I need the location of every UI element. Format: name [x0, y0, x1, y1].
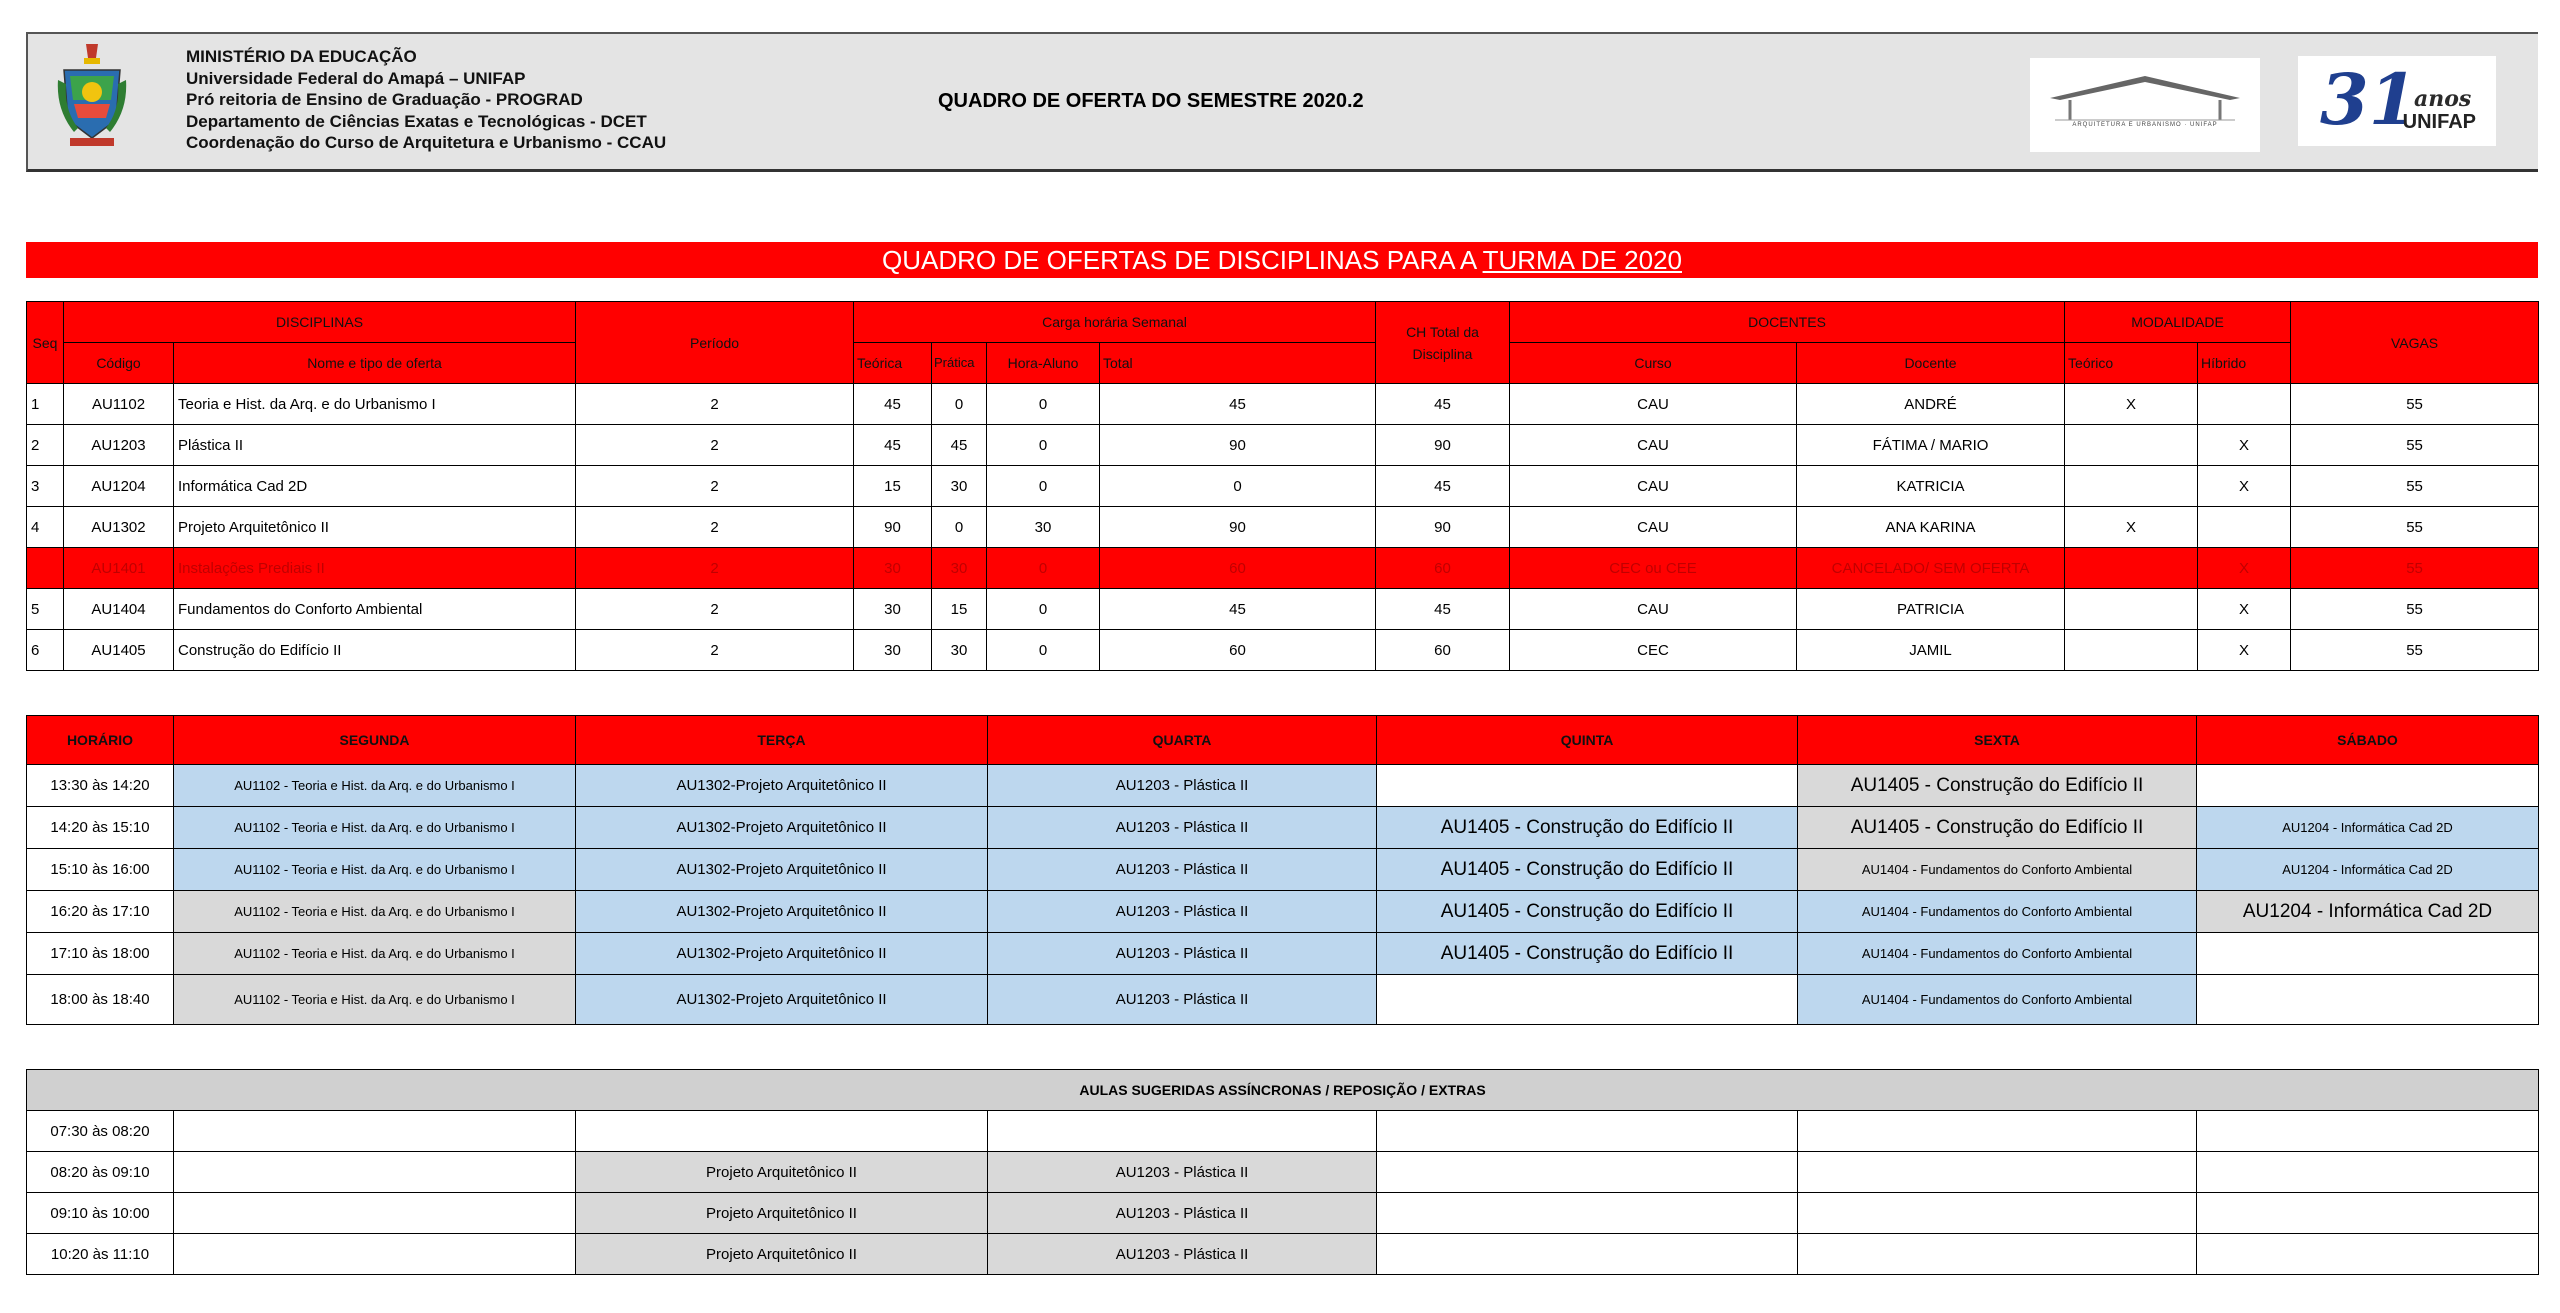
vagas-cell: 55: [2291, 466, 2539, 507]
curso-cell: CAU: [1510, 507, 1797, 548]
anniversary-label: UNIFAP: [2402, 111, 2476, 133]
vagas-cell: 55: [2291, 425, 2539, 466]
periodo-cell: 2: [576, 589, 854, 630]
curso-cell: CAU: [1510, 589, 1797, 630]
ch-total-cell: 60: [1376, 548, 1510, 589]
schedule-header-0: HORÁRIO: [27, 716, 174, 765]
institution-line: MINISTÉRIO DA EDUCAÇÃO: [186, 47, 417, 66]
extras-row: [27, 1234, 2539, 1275]
header-carga: Carga horária Semanal: [854, 302, 1376, 343]
schedule-cell: AU1302-Projeto Arquitetônico II: [576, 891, 988, 933]
seq-cell: 4: [27, 507, 64, 548]
extras-cell: Projeto Arquitetônico II: [576, 1234, 988, 1275]
code-cell: AU1102: [64, 384, 174, 425]
schedule-cell: AU1405 - Construção do Edifício II: [1377, 849, 1798, 891]
schedule-cell: AU1405 - Construção do Edifício II: [1377, 807, 1798, 849]
banner-underlined: TURMA DE 2020: [1482, 245, 1682, 275]
schedule-cell: AU1404 - Fundamentos do Conforto Ambiental: [1798, 849, 2197, 891]
hibrido-cell: X: [2198, 630, 2291, 671]
table-row: [27, 630, 2539, 671]
docente-cell: FÁTIMA / MARIO: [1797, 425, 2065, 466]
extras-cell: [174, 1111, 576, 1152]
schedule-row: [27, 975, 2539, 1025]
header-ch-total: CH Total da Disciplina: [1376, 302, 1510, 384]
time-slot: 15:10 às 16:00: [27, 849, 174, 891]
schedule-cell: AU1302-Projeto Arquitetônico II: [576, 849, 988, 891]
anniversary-number: 31: [2320, 58, 2418, 141]
schedule-header-3: QUARTA: [988, 716, 1377, 765]
curso-cell: CEC: [1510, 630, 1797, 671]
schedule-cell: AU1302-Projeto Arquitetônico II: [576, 933, 988, 975]
name-cell: Teoria e Hist. da Arq. e do Urbanismo I: [174, 384, 576, 425]
time-slot: 07:30 às 08:20: [27, 1111, 174, 1152]
seq-cell: 6: [27, 630, 64, 671]
pratica-cell: 45: [932, 425, 987, 466]
schedule-header-1: SEGUNDA: [174, 716, 576, 765]
schedule-cell: AU1102 - Teoria e Hist. da Arq. e do Urbanismo I: [174, 807, 576, 849]
docente-cell: PATRICIA: [1797, 589, 2065, 630]
header-disciplinas: DISCIPLINAS: [64, 302, 576, 343]
unifap-crest-icon: [56, 40, 128, 150]
extras-cell: AU1203 - Plástica II: [988, 1234, 1377, 1275]
pratica-cell: 30: [932, 630, 987, 671]
extras-cell: Projeto Arquitetônico II: [576, 1193, 988, 1234]
institution-line: Departamento de Ciências Exatas e Tecnológicas - DCET: [186, 111, 647, 131]
total-cell: 45: [1100, 384, 1376, 425]
schedule-cell: [1377, 765, 1798, 807]
hora-aluno-cell: 0: [987, 425, 1100, 466]
vagas-cell: 55: [2291, 548, 2539, 589]
hibrido-cell: [2198, 507, 2291, 548]
teorico-cell: [2065, 466, 2198, 507]
schedule-cell: AU1404 - Fundamentos do Conforto Ambiental: [1798, 933, 2197, 975]
code-cell: AU1401: [64, 548, 174, 589]
code-cell: AU1405: [64, 630, 174, 671]
hora-aluno-cell: 0: [987, 630, 1100, 671]
pratica-cell: 0: [932, 507, 987, 548]
seq-cell: 1: [27, 384, 64, 425]
total-cell: 90: [1100, 507, 1376, 548]
header-codigo: Código: [64, 343, 174, 384]
extras-cell: [2197, 1193, 2539, 1234]
time-slot: 09:10 às 10:00: [27, 1193, 174, 1234]
schedule-cell: [1377, 975, 1798, 1025]
time-slot: 13:30 às 14:20: [27, 765, 174, 807]
table-row: [27, 507, 2539, 548]
hibrido-cell: X: [2198, 466, 2291, 507]
header-nome: Nome e tipo de oferta: [174, 343, 576, 384]
teorica-cell: 45: [854, 425, 932, 466]
curso-cell: CAU: [1510, 425, 1797, 466]
vagas-cell: 55: [2291, 589, 2539, 630]
extras-cell: [576, 1111, 988, 1152]
teorico-cell: [2065, 425, 2198, 466]
table-row: [27, 548, 2539, 589]
unifap-anniversary-logo: [2298, 56, 2496, 146]
vagas-cell: 55: [2291, 630, 2539, 671]
extras-cell: Projeto Arquitetônico II: [576, 1152, 988, 1193]
table-row: [27, 384, 2539, 425]
periodo-cell: 2: [576, 630, 854, 671]
extras-cell: AU1203 - Plástica II: [988, 1152, 1377, 1193]
extras-cell: [1377, 1152, 1798, 1193]
docente-cell: CANCELADO/ SEM OFERTA: [1797, 548, 2065, 589]
extras-cell: [2197, 1111, 2539, 1152]
anniversary-anos: anos: [2414, 86, 2472, 112]
header-modalidade: MODALIDADE: [2065, 302, 2291, 343]
schedule-cell: [2197, 975, 2539, 1025]
total-cell: 45: [1100, 589, 1376, 630]
teorico-cell: [2065, 630, 2198, 671]
vagas-cell: 55: [2291, 384, 2539, 425]
extras-cell: [1798, 1234, 2197, 1275]
schedule-header-2: TERÇA: [576, 716, 988, 765]
total-cell: 90: [1100, 425, 1376, 466]
extras-cell: [174, 1152, 576, 1193]
schedule-cell: AU1102 - Teoria e Hist. da Arq. e do Urbanismo I: [174, 765, 576, 807]
periodo-cell: 2: [576, 548, 854, 589]
extras-cell: AU1203 - Plástica II: [988, 1193, 1377, 1234]
schedule-cell: AU1203 - Plástica II: [988, 891, 1377, 933]
pratica-cell: 15: [932, 589, 987, 630]
teorica-cell: 15: [854, 466, 932, 507]
extras-cell: [1798, 1152, 2197, 1193]
schedule-cell: AU1102 - Teoria e Hist. da Arq. e do Urbanismo I: [174, 891, 576, 933]
schedule-cell: AU1204 - Informática Cad 2D: [2197, 807, 2539, 849]
header-vagas: VAGAS: [2291, 302, 2539, 384]
hibrido-cell: X: [2198, 548, 2291, 589]
periodo-cell: 2: [576, 507, 854, 548]
ch-total-cell: 45: [1376, 466, 1510, 507]
time-slot: 16:20 às 17:10: [27, 891, 174, 933]
docente-cell: ANA KARINA: [1797, 507, 2065, 548]
teorica-cell: 45: [854, 384, 932, 425]
schedule-header-5: SEXTA: [1798, 716, 2197, 765]
ch-total-cell: 45: [1376, 589, 1510, 630]
header-periodo: Período: [576, 302, 854, 384]
extras-table: [26, 1069, 2539, 1275]
schedule-cell: AU1405 - Construção do Edifício II: [1798, 807, 2197, 849]
teorica-cell: 30: [854, 630, 932, 671]
hibrido-cell: X: [2198, 589, 2291, 630]
extras-title: AULAS SUGERIDAS ASSÍNCRONAS / REPOSIÇÃO / EXTRAS: [27, 1070, 2539, 1111]
schedule-row: [27, 807, 2539, 849]
teorico-cell: X: [2065, 507, 2198, 548]
institution-line: Universidade Federal do Amapá – UNIFAP: [186, 68, 526, 88]
schedule-row: [27, 849, 2539, 891]
offers-table: [26, 301, 2539, 671]
hora-aluno-cell: 0: [987, 466, 1100, 507]
schedule-row: [27, 765, 2539, 807]
seq-cell: 5: [27, 589, 64, 630]
roof-logo-icon: [2030, 58, 2260, 152]
table-row: [27, 425, 2539, 466]
header-docentes: DOCENTES: [1510, 302, 2065, 343]
code-cell: AU1404: [64, 589, 174, 630]
extras-row: [27, 1152, 2539, 1193]
document-header: [26, 32, 2538, 172]
hora-aluno-cell: 0: [987, 589, 1100, 630]
schedule-cell: AU1203 - Plástica II: [988, 975, 1377, 1025]
schedule-cell: AU1404 - Fundamentos do Conforto Ambiental: [1798, 975, 2197, 1025]
ch-total-cell: 60: [1376, 630, 1510, 671]
schedule-cell: AU1405 - Construção do Edifício II: [1377, 933, 1798, 975]
schedule-row: [27, 891, 2539, 933]
hibrido-cell: [2198, 384, 2291, 425]
docente-cell: JAMIL: [1797, 630, 2065, 671]
extras-cell: [2197, 1152, 2539, 1193]
pratica-cell: 0: [932, 384, 987, 425]
banner-prefix: QUADRO DE OFERTAS DE DISCIPLINAS PARA A: [882, 245, 1483, 275]
hora-aluno-cell: 30: [987, 507, 1100, 548]
institution-line: Pró reitoria de Ensino de Graduação - PROGRAD: [186, 90, 583, 109]
ch-total-cell: 90: [1376, 507, 1510, 548]
curso-cell: CEC ou CEE: [1510, 548, 1797, 589]
schedule-header-6: SÁBADO: [2197, 716, 2539, 765]
schedule-cell: AU1204 - Informática Cad 2D: [2197, 891, 2539, 933]
seq-cell: 2: [27, 425, 64, 466]
teorico-cell: [2065, 589, 2198, 630]
name-cell: Instalações Prediais II: [174, 548, 576, 589]
name-cell: Construção do Edifício II: [174, 630, 576, 671]
header-teorica: Teórica: [854, 343, 932, 384]
schedule-cell: AU1102 - Teoria e Hist. da Arq. e do Urbanismo I: [174, 975, 576, 1025]
schedule-cell: AU1102 - Teoria e Hist. da Arq. e do Urbanismo I: [174, 849, 576, 891]
total-cell: 60: [1100, 548, 1376, 589]
name-cell: Informática Cad 2D: [174, 466, 576, 507]
name-cell: Plástica II: [174, 425, 576, 466]
schedule-cell: AU1405 - Construção do Edifício II: [1377, 891, 1798, 933]
vagas-cell: 55: [2291, 507, 2539, 548]
docente-cell: ANDRÉ: [1797, 384, 2065, 425]
schedule-cell: AU1302-Projeto Arquitetônico II: [576, 975, 988, 1025]
header-hora-aluno: Hora-Aluno: [987, 343, 1100, 384]
pratica-cell: 30: [932, 548, 987, 589]
schedule-cell: AU1204 - Informática Cad 2D: [2197, 849, 2539, 891]
extras-cell: [1377, 1111, 1798, 1152]
institution-block: [186, 46, 666, 154]
name-cell: Fundamentos do Conforto Ambiental: [174, 589, 576, 630]
periodo-cell: 2: [576, 425, 854, 466]
pratica-cell: 30: [932, 466, 987, 507]
teorica-cell: 30: [854, 589, 932, 630]
schedule-cell: [2197, 933, 2539, 975]
extras-cell: [1377, 1193, 1798, 1234]
name-cell: Projeto Arquitetônico II: [174, 507, 576, 548]
curso-cell: CAU: [1510, 384, 1797, 425]
teorico-cell: [2065, 548, 2198, 589]
schedule-cell: AU1203 - Plástica II: [988, 849, 1377, 891]
header-seq: Seq: [27, 302, 64, 384]
ch-total-cell: 90: [1376, 425, 1510, 466]
schedule-cell: AU1405 - Construção do Edifício II: [1798, 765, 2197, 807]
code-cell: AU1204: [64, 466, 174, 507]
page-title: QUADRO DE OFERTA DO SEMESTRE 2020.2: [938, 90, 1364, 112]
schedule-cell: AU1203 - Plástica II: [988, 807, 1377, 849]
seq-cell: [27, 548, 64, 589]
header-docente: Docente: [1797, 343, 2065, 384]
periodo-cell: 2: [576, 384, 854, 425]
institution-line: Coordenação do Curso de Arquitetura e Urbanismo - CCAU: [186, 133, 667, 152]
schedule-cell: AU1302-Projeto Arquitetônico II: [576, 765, 988, 807]
schedule-row: [27, 933, 2539, 975]
time-slot: 17:10 às 18:00: [27, 933, 174, 975]
extras-cell: [988, 1111, 1377, 1152]
header-hibrido: Híbrido: [2198, 343, 2291, 384]
header-teorico: Teórico: [2065, 343, 2198, 384]
header-curso: Curso: [1510, 343, 1797, 384]
extras-row: [27, 1193, 2539, 1234]
schedule-cell: [2197, 765, 2539, 807]
logo-caption: ARQUITETURA E URBANISMO · UNIFAP: [2072, 122, 2218, 128]
schedule-table: [26, 715, 2539, 1025]
time-slot: 08:20 às 09:10: [27, 1152, 174, 1193]
periodo-cell: 2: [576, 466, 854, 507]
hora-aluno-cell: 0: [987, 384, 1100, 425]
header-total: Total: [1100, 343, 1376, 384]
extras-cell: [1798, 1193, 2197, 1234]
architecture-course-logo: [2030, 58, 2260, 152]
schedule-cell: AU1302-Projeto Arquitetônico II: [576, 807, 988, 849]
code-cell: AU1203: [64, 425, 174, 466]
extras-cell: [174, 1193, 576, 1234]
extras-cell: [174, 1234, 576, 1275]
schedule-header-4: QUINTA: [1377, 716, 1798, 765]
extras-cell: [1798, 1111, 2197, 1152]
teorica-cell: 30: [854, 548, 932, 589]
code-cell: AU1302: [64, 507, 174, 548]
total-cell: 60: [1100, 630, 1376, 671]
turma-banner: [26, 242, 2538, 278]
extras-row: [27, 1111, 2539, 1152]
table-row: [27, 466, 2539, 507]
schedule-cell: AU1203 - Plástica II: [988, 933, 1377, 975]
extras-cell: [2197, 1234, 2539, 1275]
total-cell: 0: [1100, 466, 1376, 507]
time-slot: 10:20 às 11:10: [27, 1234, 174, 1275]
seq-cell: 3: [27, 466, 64, 507]
docente-cell: KATRICIA: [1797, 466, 2065, 507]
time-slot: 18:00 às 18:40: [27, 975, 174, 1025]
hora-aluno-cell: 0: [987, 548, 1100, 589]
schedule-cell: AU1203 - Plástica II: [988, 765, 1377, 807]
hibrido-cell: X: [2198, 425, 2291, 466]
teorica-cell: 90: [854, 507, 932, 548]
table-row: [27, 589, 2539, 630]
time-slot: 14:20 às 15:10: [27, 807, 174, 849]
ch-total-cell: 45: [1376, 384, 1510, 425]
teorico-cell: X: [2065, 384, 2198, 425]
schedule-cell: AU1102 - Teoria e Hist. da Arq. e do Urbanismo I: [174, 933, 576, 975]
extras-cell: [1377, 1234, 1798, 1275]
curso-cell: CAU: [1510, 466, 1797, 507]
header-pratica: Prática: [932, 343, 987, 384]
schedule-cell: AU1404 - Fundamentos do Conforto Ambiental: [1798, 891, 2197, 933]
